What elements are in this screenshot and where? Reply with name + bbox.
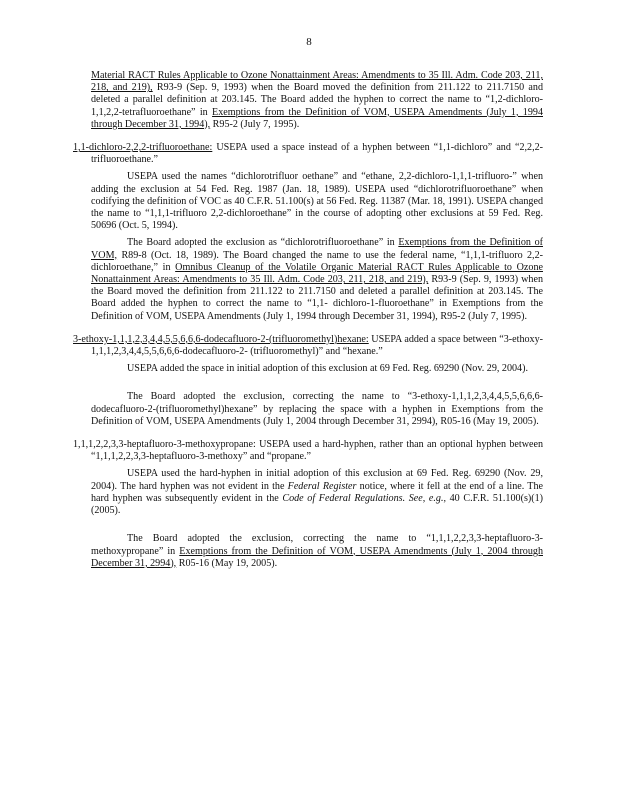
text-run: USEPA added a space between “3-ethoxy-1,1,1,2,3,4,4,5,5,6,6,6-dodecafluoro-2- (trifluoromethyl)” and “hexane.” <box>91 333 543 358</box>
continued-section <box>73 70 543 131</box>
entry-heptafluoro-methoxypropane <box>73 439 543 570</box>
underlined-citation: Exemptions from the Definition of VOM, <box>91 237 543 261</box>
entry-paragraph <box>73 391 543 428</box>
text-run: USEPA used the names “dichlorotrifluor oethane” and “ethane, 2,2-dichloro-1,1,1-trifluoro-” when adding the exclusion at 54 Fed. Reg. 1987 (Jan. 18, 1989). USEPA used “dichlorotrifluoroethane” when codifying the definition of VOC as 40 C.F.R. 51.100(s) at 56 Fed. Reg. 11387 (Mar. 18, 1991). USEPA changed the name to “1,1,1-trifluoro 2,2-dichloroethane” in the course of adopting other exclusions at 59 Fed. Reg. 50696 (Oct. 5, 1994). <box>91 171 543 232</box>
text-run: R93-9 (Sep. 9, 1993) when the Board moved the definition from 211.122 to 211.7150 and deleted a parallel definition at 203.145. The Board added the hyphen to correct the name to “1,2-dichloro-1,1,2,2-tetrafluoroethane” in <box>91 82 543 118</box>
underlined-citation: Omnibus Cleanup of the Volatile Organic Material RACT Rules Applicable to Ozone Nonattainment Areas: Amendments to 35 Ill. Adm. Code 203, 211, 218, and 219), <box>91 261 543 286</box>
italic-citation: Federal Register <box>287 480 357 492</box>
entry-paragraph <box>73 533 543 570</box>
text-run: USEPA used the hard-hyphen in initial adoption of this exclusion at 69 Fed. Reg. 69290 (Nov. 29, 2004). The hard hyphen was not evident in the <box>91 468 543 492</box>
text-run: The Board adopted the exclusion, correcting the name to “3-ethoxy-1,1,1,2,3,4,4,5,5,6,6,6-dodecafluoro-2-(trifluoromethyl)hexane” by replacing the space with a hyphen in Exemptions from the Definition of VOM, USEPA Amendments (July 1, 2004 through December 31, 2994), R05-16 (May 19, 2005). <box>91 391 543 427</box>
text-run: R93-9 (Sep. 9, 1993) when the Board moved the definition from 211.122 to 211.7150 and deleted a parallel definition at 203.145. The Board added the hyphen to correct the name to “1,1- dichloro-1-fluoroethane” in Exemptions from the Definition of VOM, USEPA Amendments (July 1, 1994 through December 31, 1994), R95-2 (July 7, 1995). <box>91 274 544 322</box>
entry-heading <box>73 334 543 358</box>
text-run: 40 C.F.R. 51.100(s)(1) (2005). <box>91 492 543 517</box>
text-run: USEPA added the space in initial adoption of this exclusion at 69 Fed. Reg. 69290 (Nov. 29, 2004). <box>127 363 528 375</box>
entry-paragraph <box>73 171 543 232</box>
entry-paragraph <box>73 363 543 375</box>
entry-paragraph <box>73 468 543 517</box>
document-body <box>73 70 543 581</box>
continued-paragraph <box>73 70 543 131</box>
entry-heading <box>73 439 543 463</box>
text-run: 1,1,1,2,2,3,3-heptafluoro-3-methoxypropane: USEPA used a hard-hyphen, rather than an optional hyphen between “1,1,1,2,2,3,3-heptafluoro-3-methoxy” and “propane.” <box>73 439 543 463</box>
text-run: R89-8 (Oct. 18, 1989). The Board changed the name to use the federal name, “1,1,1-trifluoro 2,2-dichloroethane,” in <box>91 249 543 273</box>
entry-ethoxy-dodecafluoro-hexane <box>73 334 543 428</box>
text-run: The Board adopted the exclusion, correcting the name to “1,1,1,2,2,3,3-heptafluoro-3-methoxypropane” in <box>91 533 543 557</box>
italic-citation: Code of Federal Regulations. See, e.g., <box>282 492 446 504</box>
underlined-citation: 1,1-dichloro-2,2,2-trifluoroethane: <box>73 142 213 154</box>
entry-dichloro-trifluoroethane <box>73 142 543 323</box>
text-run: R05-16 (May 19, 2005). <box>176 557 278 569</box>
underlined-citation: Material RACT Rules Applicable to Ozone Nonattainment Areas: Amendments to 35 Ill. Adm. Code 203, 211, 218, and 219), <box>91 70 543 94</box>
text-run: USEPA used a space instead of a hyphen between “1,1-dichloro” and “2,2,2- trifluoroethane.” <box>91 142 543 166</box>
page-number: 8 <box>306 36 312 48</box>
text-run: R95-2 (July 7, 1995). <box>210 118 300 130</box>
underlined-citation: Exemptions from the Definition of VOM, USEPA Amendments (July 1, 1994 through December 31, 1994), <box>91 106 543 130</box>
underlined-citation: Exemptions from the Definition of VOM, USEPA Amendments (July 1, 2004 through December 31, 2994), <box>91 545 543 569</box>
entry-heading <box>73 142 543 166</box>
underlined-citation: 3-ethoxy-1,1,1,2,3,4,4,5,5,6,6,6-dodecafluoro-2-(trifluoromethyl)hexane: <box>73 333 369 345</box>
entry-paragraph <box>73 237 543 322</box>
text-run: The Board adopted the exclusion as “dichlorotrifluoroethane” in <box>127 237 399 249</box>
text-run: notice, where it fell at the end of a line. The hard hyphen was subsequently evident in the <box>91 480 543 504</box>
